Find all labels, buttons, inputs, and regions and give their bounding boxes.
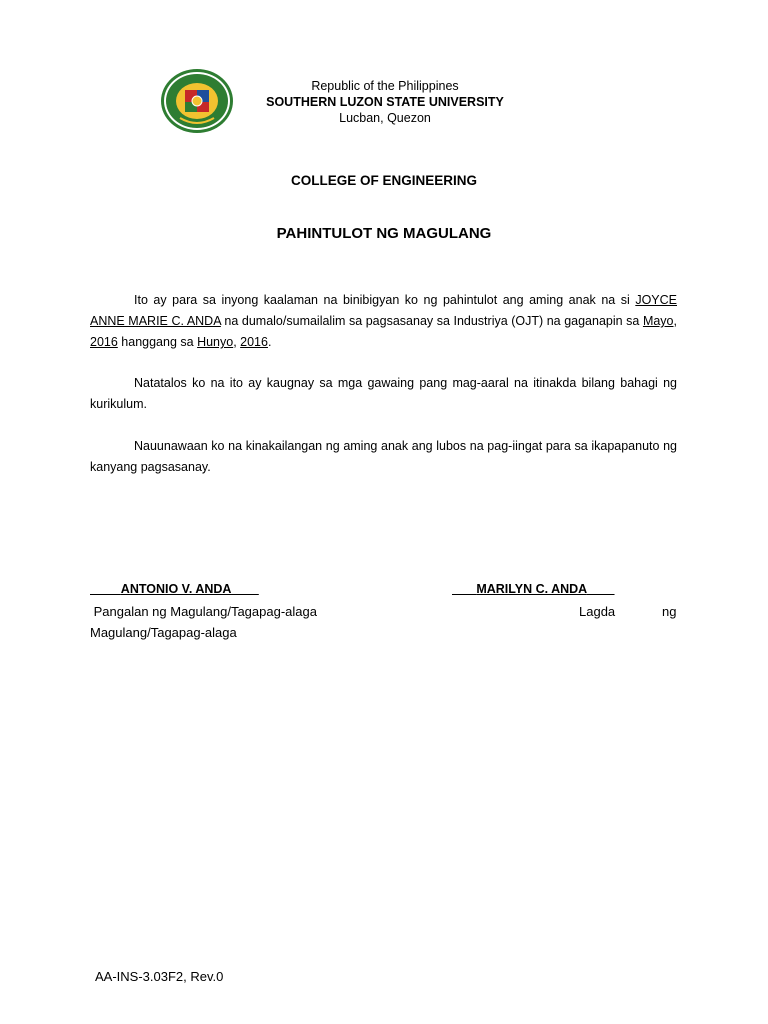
form-code: AA-INS-3.03F2, Rev.0: [95, 969, 224, 984]
student-name: JOYCE ANNE MARIE C. ANDA: [90, 293, 677, 328]
parent-signature-line: MARILYN C. ANDA: [476, 582, 587, 596]
document-title: PAHINTULOT NG MAGULANG: [276, 225, 492, 242]
republic-line: Republic of the Philippines: [311, 79, 459, 93]
name-caption: Pangalan ng Magulang/Tagapag-alaga: [93, 604, 317, 619]
letterhead: [235, 78, 535, 126]
signature-caption-continued: Magulang/Tagapag-alaga: [90, 625, 237, 640]
start-year: 2016: [90, 335, 118, 349]
curriculum-paragraph: Natatalos ko na ito ay kaugnay sa mga gawaing pang mag-aaral na itinakda bilang bahagi ng kurikulum.: [90, 376, 677, 411]
parent-name-line: ANTONIO V. ANDA: [120, 582, 231, 596]
safety-paragraph: Nauunawaan ko na kinakailangan ng aming anak ang lubos na pag-iingat para sa ikapapanuto ng kanyang pagsasanay.: [90, 439, 677, 474]
start-month: Mayo: [642, 314, 674, 328]
permission-paragraph: Ito ay para sa inyong kaalaman na binibigyan ko ng pahintulot ang aming anak na si JOYCE ANNE MARIE C. ANDA na dumalo/sumailalim sa pagsasanay sa Industriya (OJT) na gaganapin sa Mayo, 2016 hanggang sa Hunyo, 2016.: [90, 293, 677, 349]
college-name: COLLEGE OF ENGINEERING: [290, 173, 477, 188]
university-location: Lucban, Quezon: [339, 111, 431, 125]
signature-captions: [90, 601, 677, 643]
signature-caption-lagda: Lagda: [579, 604, 616, 619]
university-name: SOUTHERN LUZON STATE UNIVERSITY: [266, 95, 504, 109]
end-month: Hunyo: [197, 335, 234, 349]
end-year: 2016: [240, 335, 268, 349]
university-seal-logo: [160, 68, 234, 134]
signature-caption-ng: ng: [662, 604, 677, 619]
